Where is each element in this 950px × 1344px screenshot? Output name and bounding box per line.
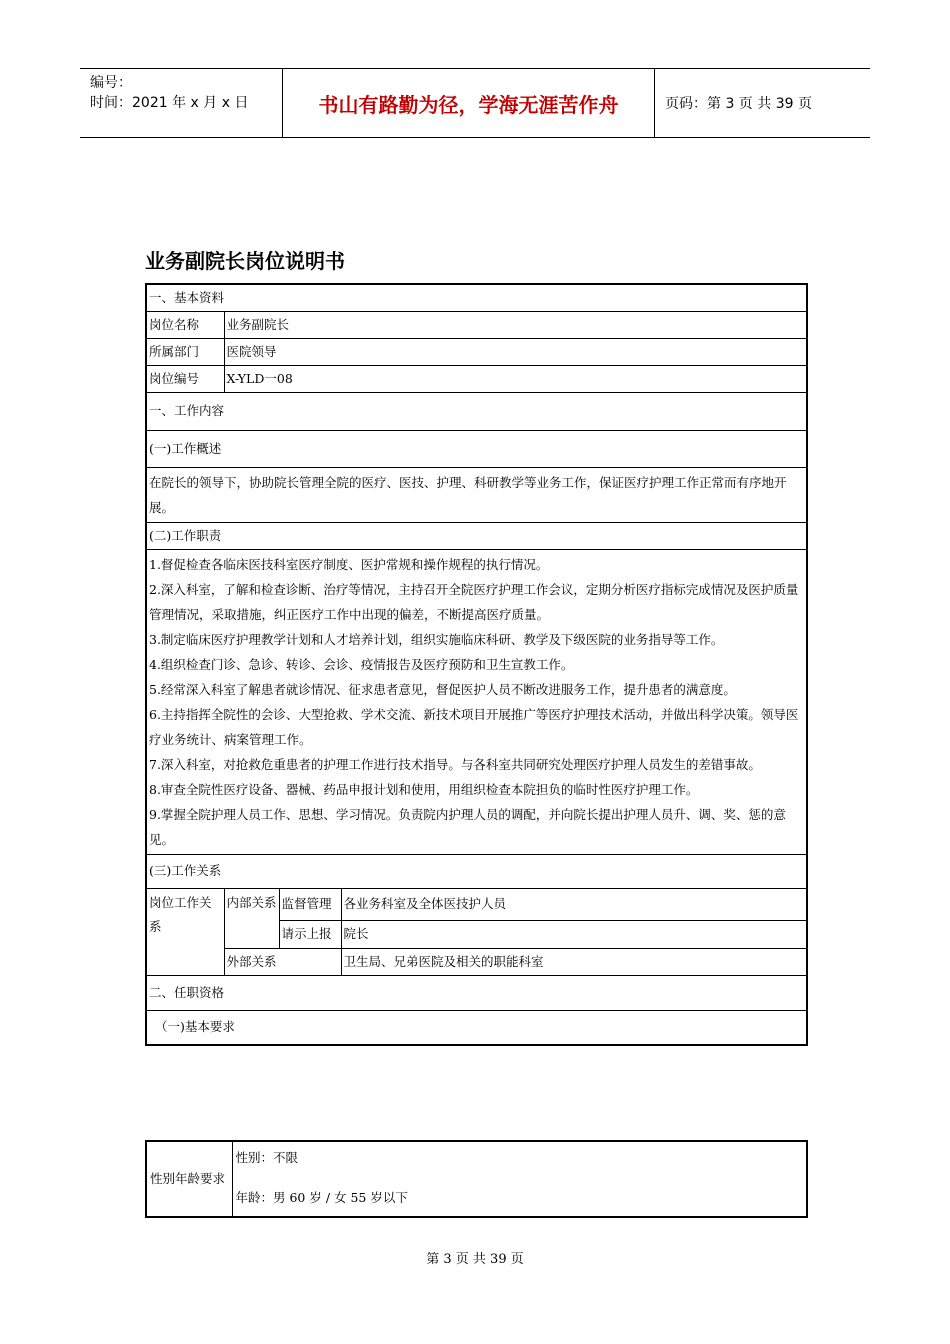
page-footer: 第 3 页 共 39 页 xyxy=(426,1252,524,1267)
header-slogan: 书山有路勤为径，学海无涯苦作舟 xyxy=(283,69,655,137)
department-value: 医院领导 xyxy=(224,338,807,365)
supervise-label: 监督管理 xyxy=(279,888,341,920)
duty-item: 7.深入科室，对抢救危重患者的护理工作进行技术指导。与各科室共同研究处理医疗护理人员发生的差错事故。 xyxy=(149,756,761,772)
qualification-section-title: 二、任职资格 xyxy=(146,975,807,1010)
duty-item: 2.深入科室，了解和检查诊断、治疗等情况，主持召开全院医疗护理工作会议，定期分析医疗指标完成情况及医护质量管理情况，采取措施，纠正医疗工作中出现的偏差，不断提高医疗质量。 xyxy=(149,581,799,622)
report-value: 院长 xyxy=(341,920,807,948)
department-label: 所属部门 xyxy=(146,338,224,365)
position-code-label: 岗位编号 xyxy=(146,365,224,392)
duty-item: 4.组织检查门诊、急诊、转诊、会诊、疫情报告及医疗预防和卫生宣教工作。 xyxy=(149,656,574,672)
external-relations-label: 外部关系 xyxy=(224,948,341,975)
age-requirement: 年龄：男 60 岁 / 女 55 岁以下 xyxy=(235,1190,408,1205)
requirements-table xyxy=(145,1140,808,1218)
gender-age-label: 性别年龄要求 xyxy=(146,1141,232,1217)
duties-list xyxy=(146,549,807,854)
duty-item: 8.审查全院性医疗设备、器械、药品申报计划和使用，用组织检查本院担负的临时性医疗护理工作。 xyxy=(149,781,699,797)
position-name-value: 业务副院长 xyxy=(224,311,807,338)
duty-item: 3.制定临床医疗护理教学计划和人才培养计划，组织实施临床科研、教学及下级医院的业务指导等工作。 xyxy=(149,631,724,647)
job-description-table xyxy=(145,283,808,1046)
position-name-label: 岗位名称 xyxy=(146,311,224,338)
work-section-title: 一、工作内容 xyxy=(146,392,807,430)
position-code-value: X-YLD一08 xyxy=(224,365,807,392)
header-page-info: 页码：第 3 页 共 39 页 xyxy=(665,96,812,112)
duty-item: 6.主持指挥全院性的会诊、大型抢救、学术交流、新技术项目开展推广等医疗护理技术活动，并做出科学决策。领导医疗业务统计、病案管理工作。 xyxy=(149,706,799,747)
basic-section-title: 一、基本资料 xyxy=(146,284,807,311)
gender-age-cell xyxy=(232,1141,807,1217)
external-relations-value: 卫生局、兄弟医院及相关的职能科室 xyxy=(341,948,807,975)
relations-label: 岗位工作关系 xyxy=(146,888,224,975)
supervise-value: 各业务科室及全体医技护人员 xyxy=(341,888,807,920)
duty-item: 5.经常深入科室了解患者就诊情况、征求患者意见，督促医护人员不断改进服务工作，提升患者的满意度。 xyxy=(149,681,736,697)
duty-item: 9.掌握全院护理人员工作、思想、学习情况。负责院内护理人员的调配，并向院长提出护理人员升、调、奖、惩的意见。 xyxy=(149,806,786,847)
report-label: 请示上报 xyxy=(279,920,341,948)
document-title: 业务副院长岗位说明书 xyxy=(145,249,345,273)
header-meta xyxy=(80,69,283,137)
overview-title: (一)工作概述 xyxy=(146,430,807,467)
blank-line xyxy=(236,1168,804,1188)
internal-relations-label: 内部关系 xyxy=(224,888,279,948)
duty-item: 1.督促检查各临床医技科室医疗制度、医护常规和操作规程的执行情况。 xyxy=(149,556,549,572)
gender-requirement: 性别：不限 xyxy=(235,1150,299,1165)
date-label: 时间：2021 年 x 月 x 日 xyxy=(90,95,249,111)
number-label: 编号： xyxy=(90,75,132,91)
duties-title: (二)工作职责 xyxy=(146,522,807,549)
page-header xyxy=(80,68,870,138)
relations-title: (三)工作关系 xyxy=(146,854,807,888)
basic-requirements-title: （一)基本要求 xyxy=(146,1010,807,1045)
overview-text: 在院长的领导下，协助院长管理全院的医疗、医技、护理、科研教学等业务工作，保证医疗护理工作正常而有序地开展。 xyxy=(146,467,807,522)
